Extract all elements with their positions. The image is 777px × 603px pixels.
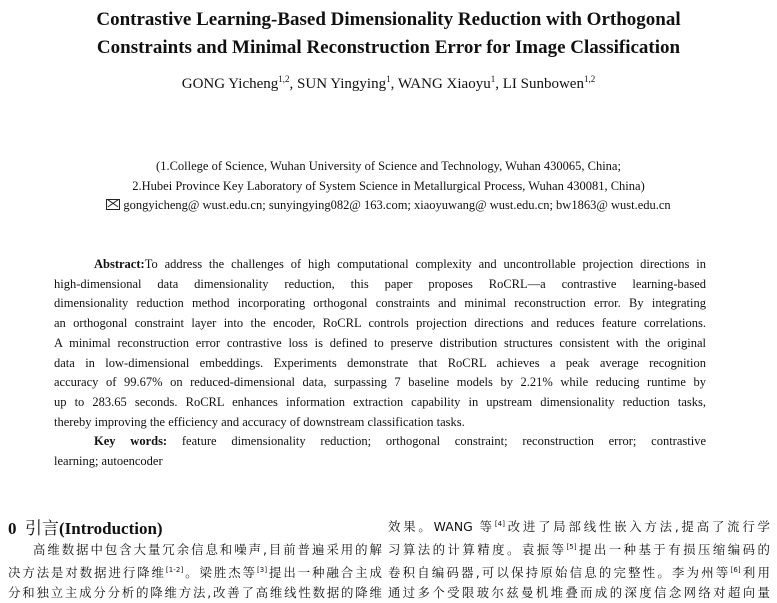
left-column: [8, 518, 382, 603]
title-line-2: Constraints and Minimal Reconstruction Error for Image Classification: [96, 37, 681, 58]
author-name: LI Sunbowen: [502, 76, 584, 92]
body-line: [8, 560, 382, 583]
keywords-line: [54, 432, 706, 452]
right-column: [388, 514, 770, 603]
body-text: 。梁胜杰等: [183, 565, 257, 581]
body-line: 通过多个受限玻尔兹曼机堆叠而成的深度信念网络对超向量: [388, 585, 770, 601]
abstract-line: accuracy of 99.67% on reduced-dimensional data, surpassing 7 baseline models by 2.21% while reducing runtime by: [54, 375, 706, 390]
affiliation-line: 2.Hubei Province Key Laboratory of System Science in Metallurgical Process, Wuhan 430081, China): [132, 178, 645, 193]
keywords-label: Key words:: [94, 434, 168, 449]
body-text: 效果。WANG 等: [388, 519, 495, 535]
paper-title: [0, 6, 777, 62]
body-text: 决方法是对数据进行降维: [8, 565, 166, 581]
section-number: 0: [8, 519, 17, 538]
title-line-1: Contrastive Learning-Based Dimensionality Reduction with Orthogonal: [96, 9, 681, 30]
author-affiliation-sup: 1: [386, 74, 391, 84]
body-text: 提出一种融合主成: [267, 565, 382, 581]
section-title-cn: 引言: [25, 519, 59, 539]
body-text: 提出一种基于有损压缩编码的: [576, 542, 770, 558]
body-line: [388, 537, 770, 560]
citation: [3]: [256, 566, 268, 574]
email-addresses: gongyicheng@ wust.edu.cn; sunyingying082@ 163.com; xiaoyuwang@ wust.edu.cn; bw1863@ wust.edu.cn: [123, 198, 671, 212]
section-heading: [8, 518, 382, 540]
body-text: 利用: [740, 565, 770, 581]
abstract-line: high-dimensional data dimensionality reduction, this paper proposes RoCRL—a contrastive learning-based: [54, 276, 706, 291]
abstract-line: thereby improving the efficiency and accuracy of downstream classification tasks.: [54, 414, 465, 429]
affiliation-line: (1.College of Science, Wuhan University of Science and Technology, Wuhan 430065, China;: [156, 159, 621, 173]
keywords-text: feature dimensionality reduction; orthogonal constraint; reconstruction error; contrastive: [181, 434, 707, 449]
author-list: GONG Yicheng$^{1,2}$, SUN Yingying$^1$, WANG Xiaoyu$^1$, LI Sunbowen$^{1,2}$: [181, 74, 596, 92]
abstract-line: A minimal reconstruction error contrastive loss is defined to preserve distribution structures consistent with the original: [54, 335, 706, 350]
body-line: 分和独立主成分分析的降维方法,改善了高维线性数据的降维: [8, 585, 382, 601]
affiliations: [0, 157, 777, 216]
author-affiliation-sup: 1,2: [583, 74, 596, 84]
abstract-text: To address the challenges of high computational complexity and uncontrollable projection directions in: [144, 257, 706, 271]
keywords-line: learning; autoencoder: [54, 454, 163, 469]
author-affiliation-sup: 1: [490, 74, 496, 84]
body-line: [388, 560, 770, 583]
abstract: [54, 255, 706, 472]
abstract-line: [54, 255, 706, 275]
citation: [1-2]: [165, 566, 184, 574]
author-name: WANG Xiaoyu: [397, 76, 491, 92]
section-title-en: (Introduction): [59, 519, 163, 538]
author-name: SUN Yingying: [297, 76, 387, 92]
abstract-line: dimensionality reduction method incorporating orthogonal constraints and minimal reconstruction error. By integrating: [54, 296, 706, 311]
abstract-line: data in low-dimensional embeddings. Experiments demonstrate that RoCRL achieves a peak average recognition: [54, 355, 706, 370]
body-line: [388, 514, 770, 537]
body-text: 改进了局部线性嵌入方法,提高了流行学: [505, 519, 770, 535]
citation: [5]: [566, 543, 577, 552]
abstract-line: an orthogonal constraint layer into the encoder, RoCRL controls projection directions and reduces feature correlations.: [54, 316, 706, 331]
citation: [4]: [494, 520, 506, 528]
body-line: 高维数据中包含大量冗余信息和噪声,目前普遍采用的解: [33, 542, 382, 557]
citation: [6]: [730, 566, 741, 575]
abstract-line: up to 283.65 seconds. RoCRL enhances information extraction capability in upstream dimensionality reduction tasks,: [54, 394, 706, 409]
abstract-label: Abstract:: [94, 257, 145, 271]
body-text: 习算法的计算精度。袁振等: [388, 542, 567, 558]
envelope-icon: [106, 199, 120, 210]
body-text: 卷积自编码器,可以保持原始信息的完整性。李为州等: [388, 565, 731, 581]
author-name: GONG Yicheng: [181, 76, 279, 92]
email-line: [0, 196, 777, 216]
author-affiliation-sup: 1,2: [278, 74, 290, 84]
